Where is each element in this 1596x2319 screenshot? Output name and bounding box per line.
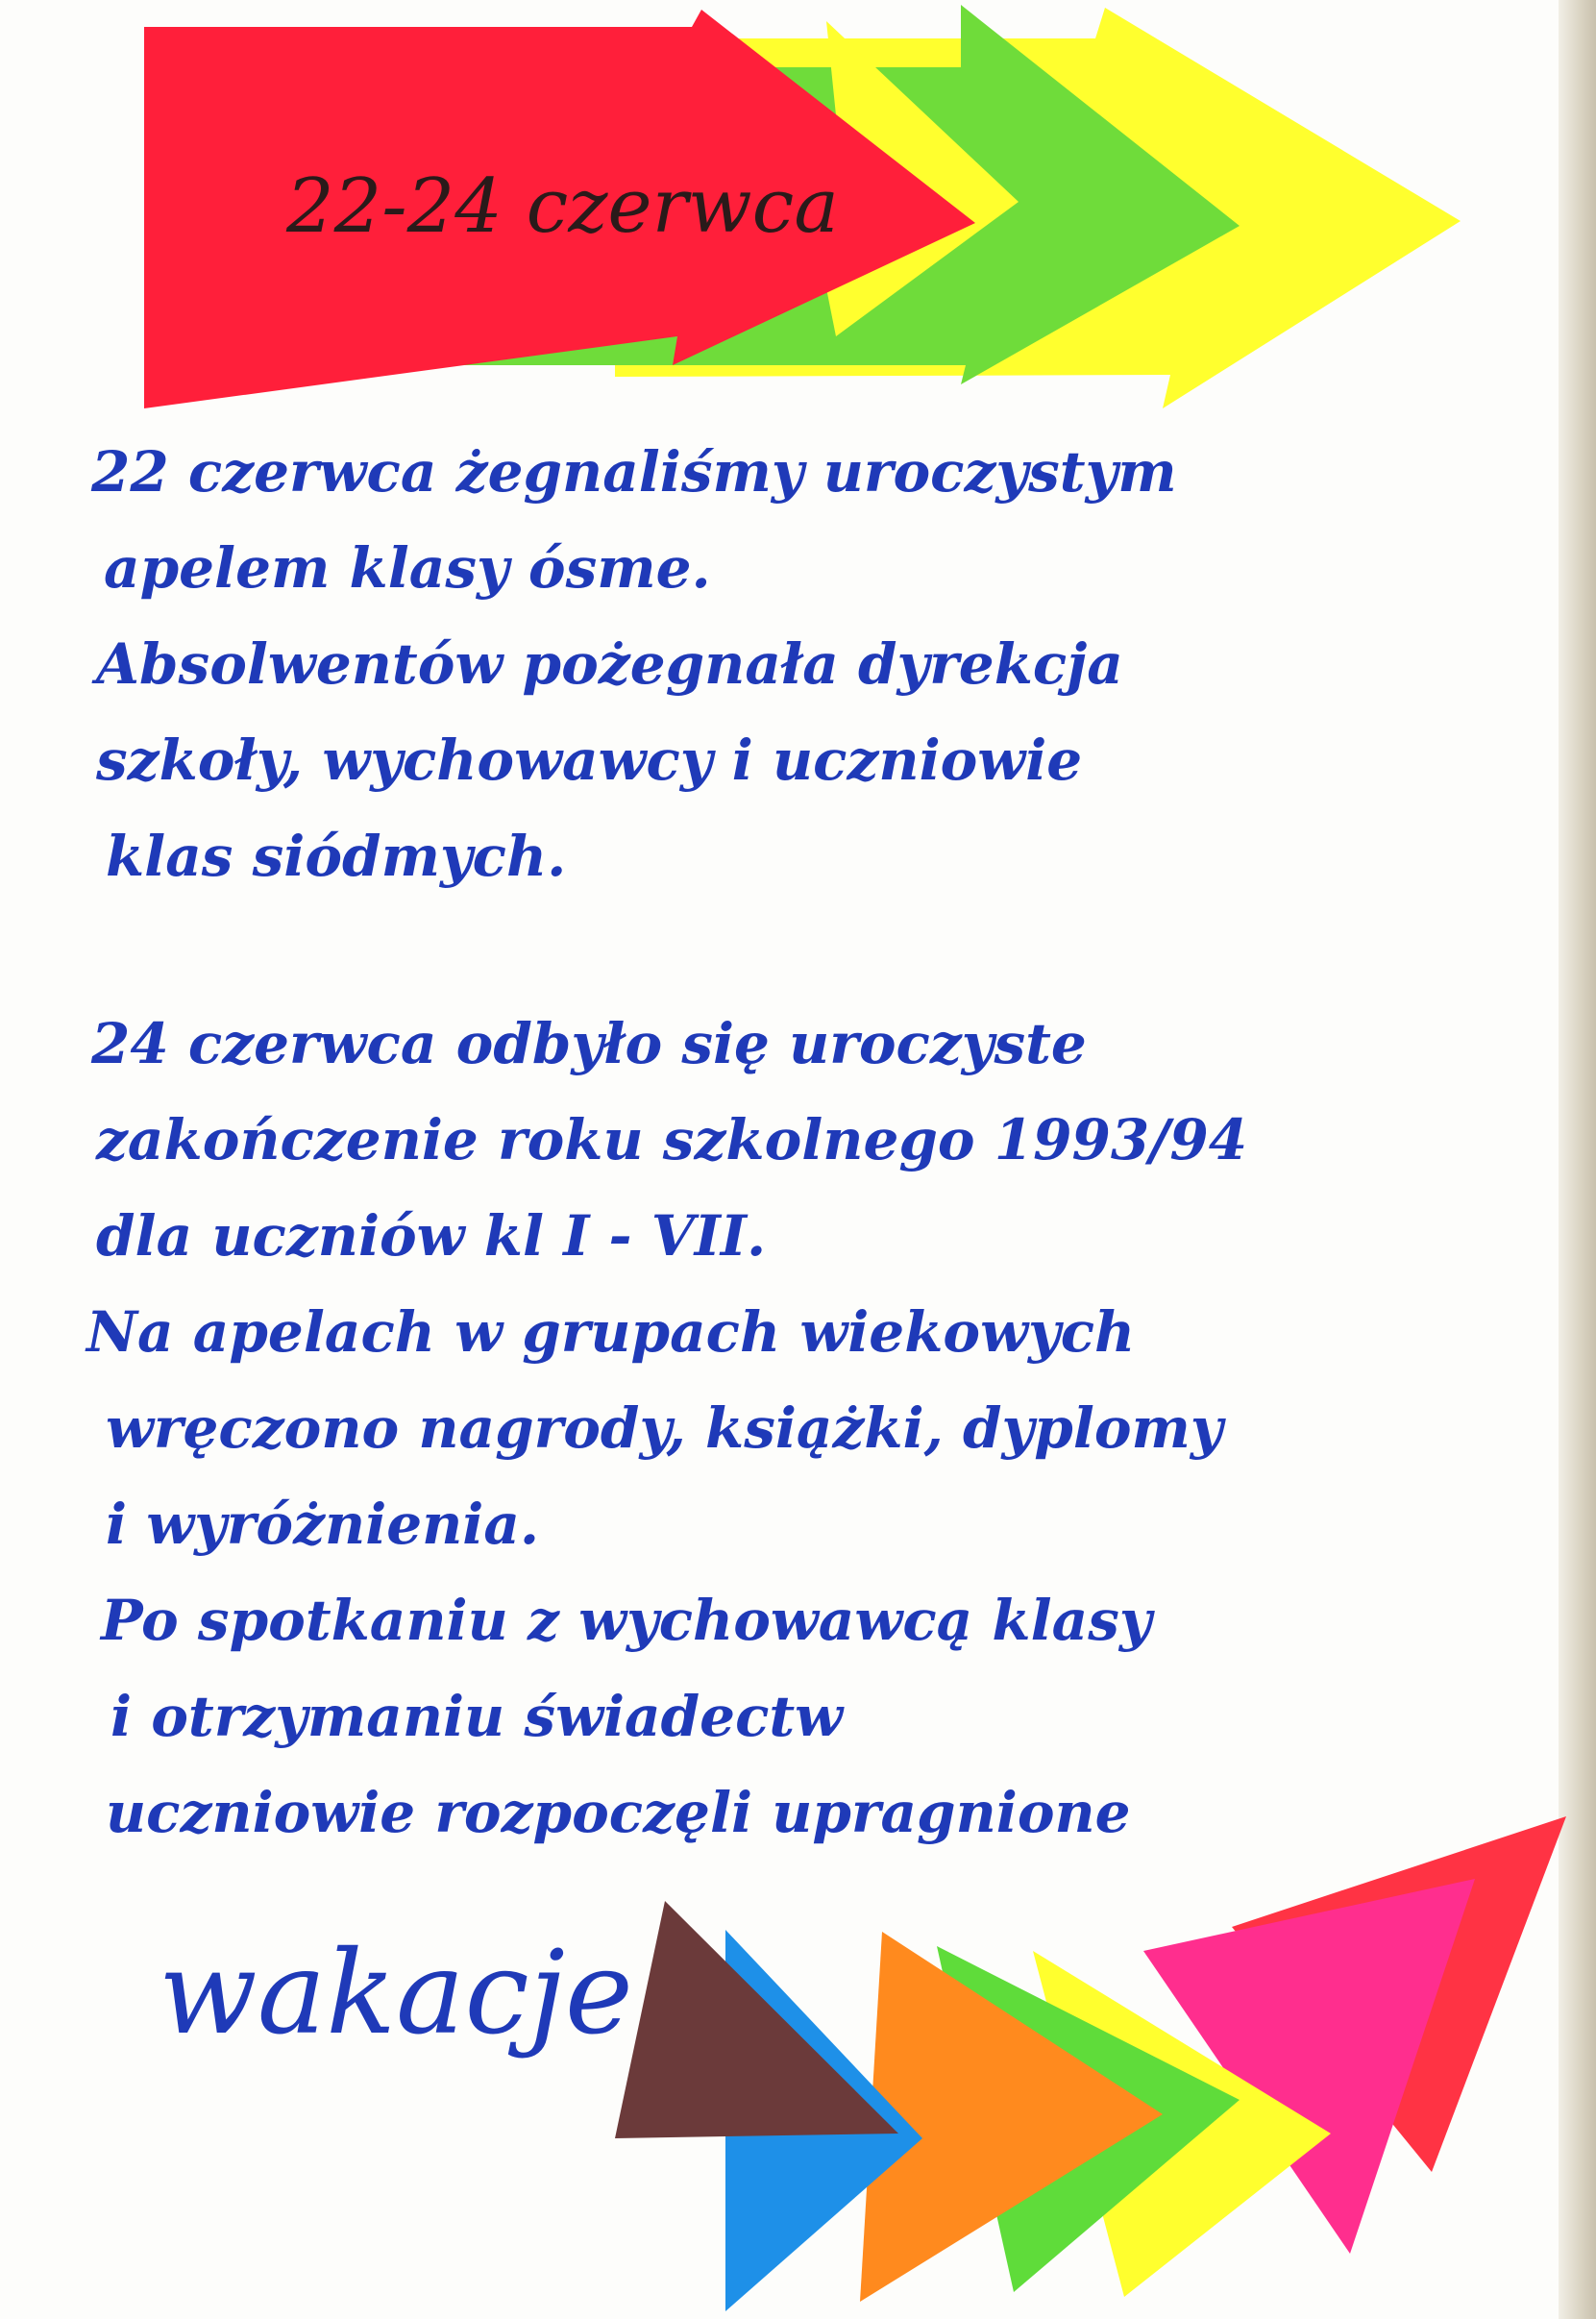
text-line: zakończenie roku szkolnego 1993/94 [96,1107,1248,1172]
text-line: szkoły, wychowawcy i uczniowie [96,728,1083,793]
text-line: klas siódmych. [106,824,567,889]
finale-word: wakacje [159,1927,633,2060]
text-line: Na apelach w grupach wiekowych [86,1299,1136,1365]
header-date-label: 22-24 czerwca [286,163,839,250]
text-line: dla uczniów kl I - VII. [96,1203,767,1269]
text-line: Absolwentów pożegnała dyrekcja [96,631,1123,697]
text-line: 22 czerwca żegnaliśmy uroczystym [91,439,1177,505]
text-line: uczniowie rozpoczęli upragnione [106,1780,1131,1845]
text-line: wręczono nagrody, książki, dyplomy [106,1395,1223,1461]
text-line: i otrzymaniu świadectw [110,1684,844,1749]
text-line: Po spotkaniu z wychowawcą klasy [101,1588,1152,1653]
text-line: i wyróżnienia. [106,1492,540,1557]
text-line: apelem klasy ósme. [104,535,711,601]
text-line: 24 czerwca odbyło się uroczyste [91,1011,1087,1076]
